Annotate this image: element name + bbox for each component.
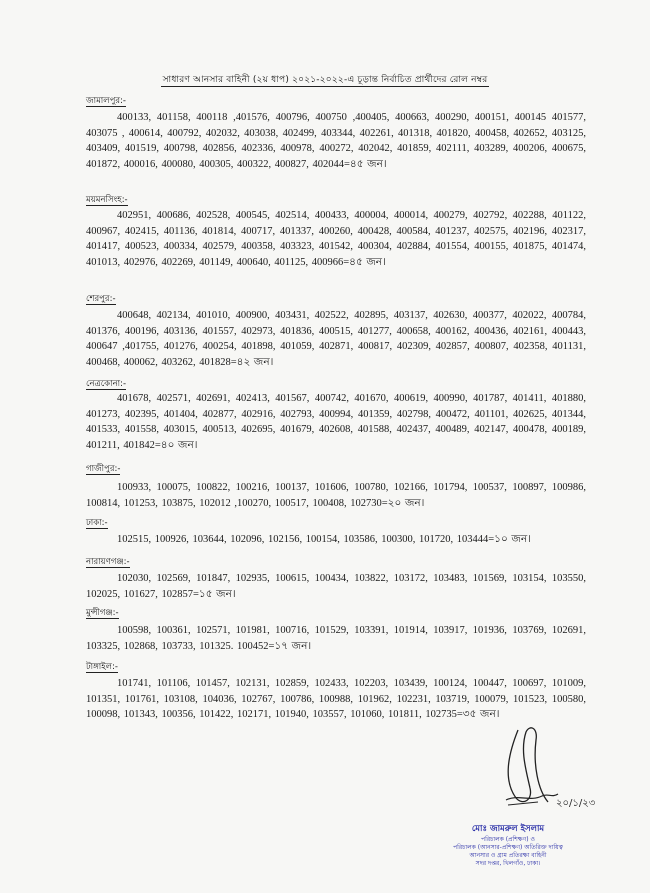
stamp-line-2: পরিচালক (প্রশিক্ষণ) ও [481, 836, 535, 843]
roll-list-mymensingh: 402951, 400686, 402528, 400545, 402514, 400433, 400004, 400014, 400279, 402792, 402288, 401122, 400967, 402415, 401136, 401814, 400717, 401337, 400260, 400428, 400584, 401237, 402575, 402196, 402317, 401417, 400523, 400334, 402579, 400358, 403323, 401542, 400304, 402884, 401554, 400155, 401875, 401474, 401013, 402976, 402269, 401149, 400640, 401125, 400966=৪৫ জন। [86, 210, 586, 268]
district-heading-tangail: টাঙ্গাইল:- [86, 662, 118, 672]
stamp-name: মোঃ জামরুল ইসলাম [471, 824, 545, 834]
roll-list-tangail: 101741, 101106, 101457, 102131, 102859, 102433, 102203, 103439, 100124, 100447, 100697, 101009, 101351, 101761, 103108, 104036, 102767, 100786, 100988, 101962, 102231, 103719, 100079, 101523, 100580, 100098, 101343, 100356, 101422, 102171, 101940, 103557, 101060, 101811, 102735=৩৫ জন। [86, 678, 586, 720]
stamp-line-4: আনসার ও গ্রাম প্রতিরক্ষা বাহিনী [469, 852, 547, 859]
district-heading-jamalpur: জামালপুর:- [86, 96, 126, 106]
roll-list-dhaka: 102515, 100926, 103644, 102096, 102156, 100154, 103586, 100300, 101720, 103444=১০ জন। [117, 534, 531, 545]
district-heading-dhaka: ঢাকা:- [86, 518, 108, 528]
roll-list-narayanganj: 102030, 102569, 101847, 102935, 100615, 100434, 103822, 103172, 103483, 101569, 103154, 103550, 102025, 101627, 102857=১৫ জন। [86, 573, 586, 600]
signature-date: ২০/১/২৩ [556, 798, 596, 809]
stamp-line-3: পরিচালক (আনসার-প্রশিক্ষণ) অতিরিক্ত দায়িত্ব [453, 844, 563, 851]
district-heading-gazipur: গাজীপুর:- [86, 464, 121, 474]
roll-list-sherpur: 400648, 402134, 401010, 400900, 403431, 402522, 402895, 403137, 402630, 400377, 402022, 400784, 401376, 400196, 403136, 401557, 402973, 401836, 400515, 401277, 400658, 400162, 400436, 402161, 400443, 400647 ,401755, 401276, 400254, 401898, 401059, 402871, 400817, 402309, 402857, 400807, 402358, 401131, 400468, 400062, 403262, 401828=৪২ জন। [86, 310, 586, 368]
document-title: সাধারণ আনসার বাহিনী (২য় ধাপ) ২০২১-২০২২-এ চূড়ান্ত নির্বাচিত প্রার্থীদের রোল নম্বর [162, 75, 488, 85]
district-heading-munshiganj: মুন্সীগঞ্জ:- [86, 608, 119, 618]
roll-list-jamalpur: 400133, 401158, 400118 ,401576, 400796, 400750 ,400405, 400663, 400290, 400151, 400145 401577, 403075 , 400614, 400792, 402032, 403038, 402499, 403344, 402261, 401318, 401820, 400458, 402652, 403125, 403409, 401519, 400798, 402856, 402336, 400978, 400272, 402042, 401859, 402111, 403289, 400206, 400675, 401872, 400016, 400080, 400305, 400322, 400827, 402044=৪৫ জন। [86, 112, 586, 170]
district-heading-narayanganj: নারায়ণগঞ্জ:- [86, 557, 130, 567]
roll-list-gazipur: 100933, 100075, 100822, 100216, 100137, 101606, 100780, 102166, 101794, 100537, 100897, 100986, 100814, 101253, 103875, 102012 ,100270, 100517, 100408, 102730=২০ জন। [86, 482, 586, 509]
district-heading-netrokona: নেত্রকোনা:- [86, 379, 127, 389]
signature-image [478, 710, 596, 820]
roll-list-netrokona: 401678, 402571, 402691, 402413, 401567, 400742, 401670, 400619, 400990, 401787, 401411, 401880, 401273, 402395, 401404, 402877, 402916, 402793, 400994, 401359, 402798, 400472, 401101, 402625, 401344, 401533, 401558, 403015, 400513, 402695, 401679, 402608, 401588, 402437, 400489, 402147, 400478, 400189, 401211, 401842=৪০ জন। [86, 393, 586, 451]
roll-list-munshiganj: 100598, 100361, 102571, 101981, 100716, 101529, 103391, 101914, 103917, 101936, 103769, 102691, 103325, 102868, 103733, 101325. 100452=১৭ জন। [86, 625, 586, 652]
district-heading-mymensingh: ময়মনসিংহ:- [86, 195, 128, 205]
stamp-line-5: সদর দপ্তর, খিলগাঁও, ঢাকা। [475, 860, 541, 867]
district-heading-sherpur: শেরপুর:- [86, 294, 116, 304]
official-stamp [428, 822, 588, 868]
